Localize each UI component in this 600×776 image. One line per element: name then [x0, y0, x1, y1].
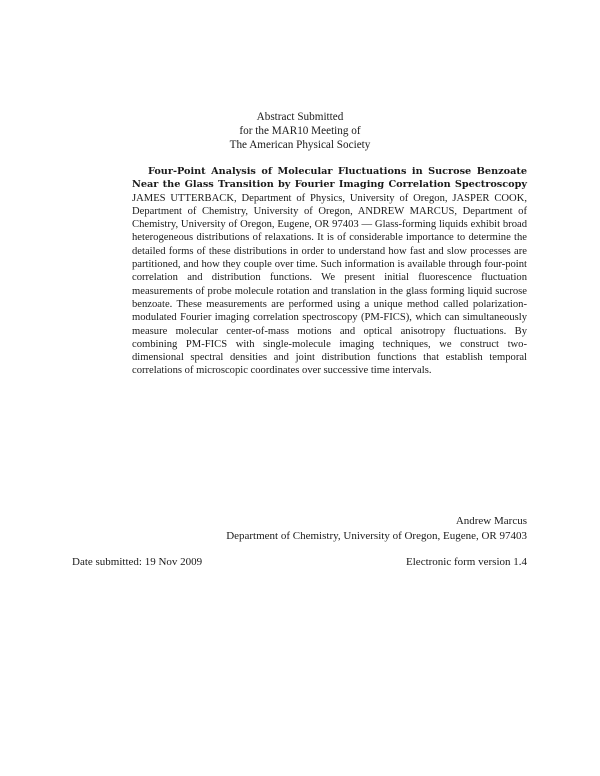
form-version: Electronic form version 1.4 [406, 556, 527, 568]
signature-affiliation: Department of Chemistry, University of Oregon, Eugene, OR 97403 [226, 529, 527, 542]
header-meeting: for the MAR10 Meeting of [239, 125, 361, 137]
header-abstract-submitted: Abstract Submitted [256, 111, 344, 123]
signature-block [226, 514, 527, 543]
header-society: The American Physical Society [229, 139, 371, 151]
date-submitted: Date submitted: 19 Nov 2009 [72, 556, 203, 568]
abstract-paragraph [132, 165, 527, 378]
submission-header [0, 110, 600, 152]
abstract-body: JAMES UTTERBACK, Department of Physics, University of Oregon, JASPER COOK, Department of Chemistry, University of Oregon, ANDREW MARCUS, Department of Chemistry, University of Oregon, Eugene, OR 97403 — Glass-forming liquids exhibit broad heterogeneous distributions of relaxations. It is of considerable importance to determine the detailed forms of these distributions in order to understand how fast and slow processes are partitioned, and how they couple over time. Such information is available through four-point correlation and distribution functions. We present initial fluorescence fluctuation measurements of probe molecule rotation and translation in the glass forming liquid sucrose benzoate. These measurements are performed using a unique method called polarization-modulated Fourier imaging correlation spectroscopy (PM-FICS), which can simultaneously measure molecular center-of-mass motions and optical anisotropy fluctuations. By combining PM-FICS with single-molecule imaging techniques, we construct two-dimensional spectral densities and joint distribution functions that establish temporal correlations of microscopic coordinates over successive time intervals. [132, 192, 527, 377]
abstract-title: Four-Point Analysis of Molecular Fluctuations in Sucrose Benzoate Near the Glass Transition by Fourier Imaging Correlation Spectroscopy [132, 166, 527, 191]
signature-name: Andrew Marcus [455, 515, 527, 527]
